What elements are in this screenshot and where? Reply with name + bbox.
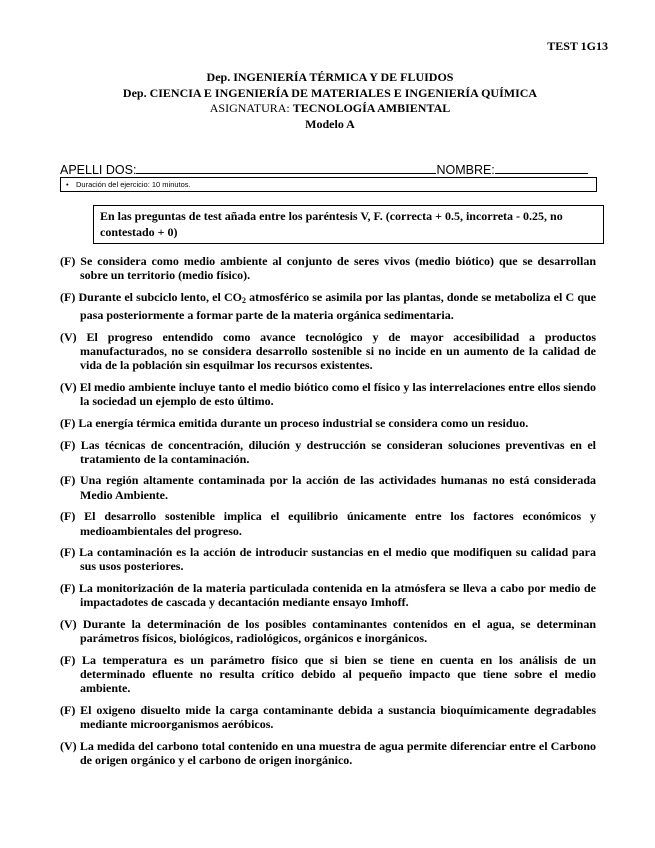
question-item xyxy=(60,330,596,373)
question-text: Durante el subciclo lento, el CO xyxy=(78,289,242,304)
question-item xyxy=(60,703,596,731)
question-list xyxy=(60,254,596,775)
question-text: El medio ambiente incluye tanto el medio biótico como el físico y las interrelaciones entre ellos siendo la sociedad un ejemplo de esto último. xyxy=(79,379,596,409)
instructions-box: En las preguntas de test añada entre los paréntesis V, F. (correcta + 0.5, incorreta - 0.25, no contestado + 0) xyxy=(93,205,604,244)
answer-mark[interactable]: (V) xyxy=(60,329,77,344)
question-text: El progreso entendido como avance tecnológico y de mayor accesibilidad a productos manufacturados, no se considera desarrollo sostenible si no incide en un aumento de la calidad de vida de la población sin esquilmar los recursos existentes. xyxy=(80,329,597,373)
subject-line xyxy=(60,101,600,117)
question-item xyxy=(60,416,596,430)
test-code: TEST 1G13 xyxy=(547,39,608,53)
question-text-cont: atmosférico se asimila por las plantas, donde se metaboliza el C que pasa posteriormente a formar parte de la materia orgánica sedimentaria. xyxy=(80,289,597,323)
department-2: Dep. CIENCIA E INGENIERÍA DE MATERIALES E INGENIERÍA QUÍMICA xyxy=(122,85,538,100)
answer-mark[interactable]: (F) xyxy=(60,437,76,452)
answer-mark[interactable]: (F) xyxy=(60,509,76,524)
answer-mark[interactable]: (F) xyxy=(60,652,76,667)
student-name-line xyxy=(60,161,600,177)
department-1: Dep. INGENIERÍA TÉRMICA Y DE FLUIDOS xyxy=(206,70,454,84)
answer-mark[interactable]: (F) xyxy=(60,473,76,488)
question-item xyxy=(60,380,596,408)
question-item xyxy=(60,438,596,466)
question-text: Durante la determinación de los posibles contaminantes contenidos en el agua, se determinan parámetros físicos, biológicos, radiológicos, orgánicos e inorgánicos. xyxy=(80,617,597,646)
surname-label: APELLI DOS: xyxy=(60,163,137,177)
question-item xyxy=(60,545,596,573)
duration-box xyxy=(60,177,597,192)
question-item xyxy=(60,617,596,645)
duration-text: Duración del ejercicio: 10 minutos. xyxy=(76,180,191,189)
answer-mark[interactable]: (F) xyxy=(60,703,76,718)
answer-mark[interactable]: (V) xyxy=(60,379,77,394)
question-text: El oxigeno disuelto mide la carga contaminante debida a sustancia bioquímicamente degradables mediante microorganismos aeróbicos. xyxy=(80,703,597,732)
answer-mark[interactable]: (F) xyxy=(60,545,76,560)
answer-mark[interactable]: (V) xyxy=(60,617,77,632)
subject-label: ASIGNATURA: xyxy=(209,101,290,115)
answer-mark[interactable]: (F) xyxy=(60,254,76,268)
question-item xyxy=(60,254,596,282)
name-label: NOMBRE: xyxy=(436,163,495,177)
question-text: Se considera como medio ambiente al conjunto de seres vivos (medio biótico) que se desarrollan sobre un territorio (medio físico). xyxy=(80,254,596,283)
question-text: Una región altamente contaminada por la acción de las actividades humanas no está considerada Medio Ambiente. xyxy=(79,473,597,502)
question-text: El desarrollo sostenible implica el equilibrio únicamente entre los factores económicos y medioambientales del progreso. xyxy=(80,509,597,538)
question-text: La energía térmica emitida durante un proceso industrial se considera como un residuo. xyxy=(78,415,529,430)
answer-mark[interactable]: (F) xyxy=(60,581,76,596)
question-text: La temperatura es un parámetro físico que si bien se tiene en cuenta en los análisis de un determinado efluente no resulta crítico debido al pequeño impacto que tiene sobre el medio ambiente. xyxy=(80,652,597,696)
surname-field[interactable] xyxy=(136,161,436,174)
answer-mark[interactable]: (F) xyxy=(60,289,76,304)
question-item xyxy=(60,509,596,537)
subscript: 2 xyxy=(241,295,246,305)
question-text: Las técnicas de concentración, dilución y destrucción se consideran soluciones preventivas en el tratamiento de la contaminación. xyxy=(80,437,597,466)
exam-model: Modelo A xyxy=(305,116,355,131)
answer-mark[interactable]: (F) xyxy=(60,415,76,430)
question-text: La medida del carbono total contenido en una muestra de agua permite diferenciar entre el Carbono de origen orgánico y el carbono de origen inorgánico. xyxy=(79,738,597,768)
bullet-icon: • xyxy=(66,180,69,189)
question-item xyxy=(60,653,596,696)
question-item xyxy=(60,473,596,501)
answer-mark[interactable]: (V) xyxy=(60,738,77,753)
question-text: La contaminación es la acción de introducir sustancias en el medio que modifiquen su calidad para sus usos posteriores. xyxy=(79,545,597,574)
name-field[interactable] xyxy=(495,161,588,174)
question-item xyxy=(60,581,596,609)
question-item xyxy=(60,739,596,767)
question-text: La monitorización de la materia particulada contenida en la atmósfera se lleva a cabo por medio de impactadotes de cascada y decantación mediante ensayo Imhoff. xyxy=(78,581,597,610)
question-item xyxy=(60,290,596,322)
exam-header xyxy=(60,70,600,132)
subject-name: TECNOLOGÍA AMBIENTAL xyxy=(292,101,451,115)
